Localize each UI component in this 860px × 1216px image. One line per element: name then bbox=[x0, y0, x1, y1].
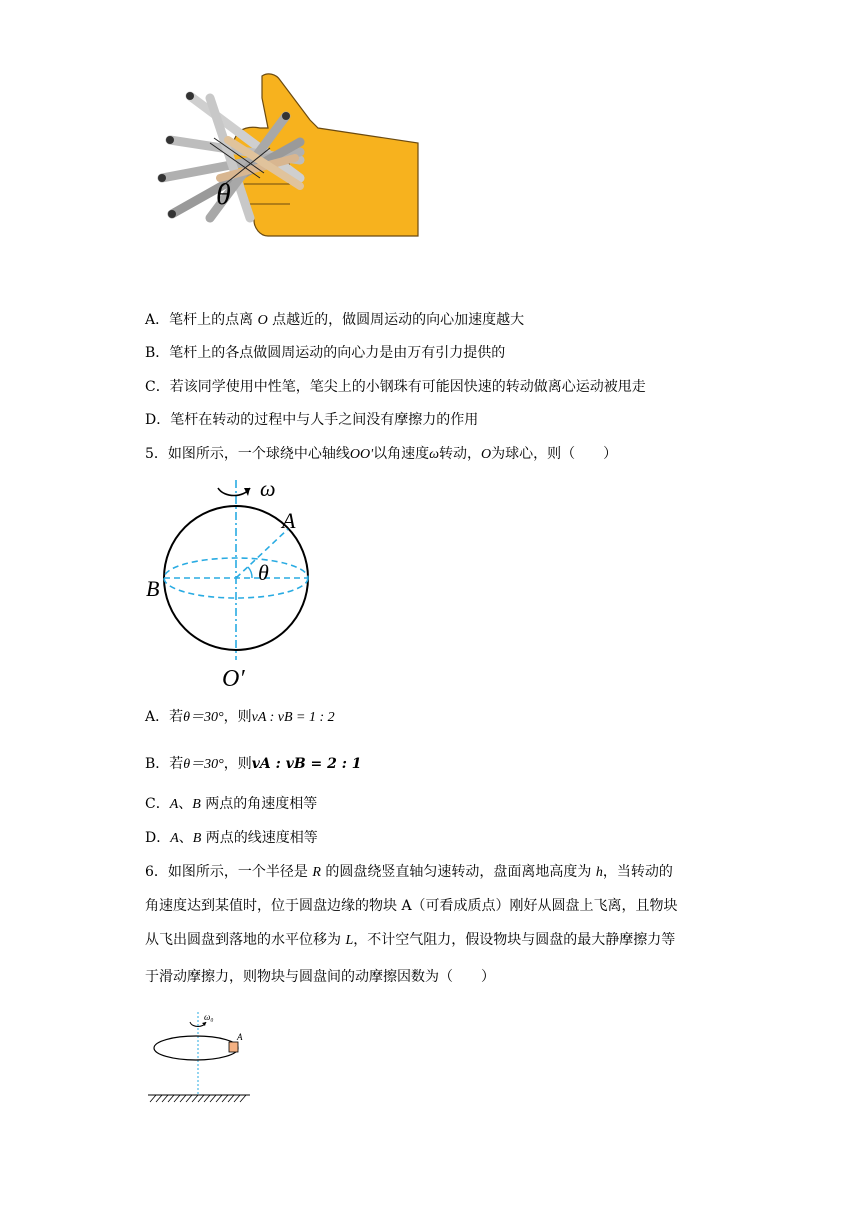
omega0-label: ω₀ bbox=[204, 1012, 214, 1022]
sphere-figure bbox=[140, 474, 320, 694]
q4-option-d: D．笔杆在转动的过程中与人手之间没有摩擦力的作用 bbox=[145, 412, 479, 428]
point-a-label: A bbox=[282, 508, 296, 533]
q5-stem: 5．如图所示，一个球绕中心轴线OO'以角速度ω转动，O为球心，则（ ） bbox=[145, 446, 618, 462]
o-prime-label: O′ bbox=[222, 666, 245, 692]
point-b-label: B bbox=[146, 576, 160, 601]
pen-spinning-figure bbox=[150, 68, 420, 246]
q6-stem-line1: 6．如图所示，一个半径是 R 的圆盘绕竖直轴匀速转动，盘面离地高度为 h，当转动的 bbox=[145, 864, 673, 880]
q4-option-c: C．若该同学使用中性笔，笔尖上的小钢珠有可能因快速的转动做离心运动被甩走 bbox=[145, 379, 646, 395]
block-a bbox=[229, 1042, 238, 1052]
q4-option-b: B．笔杆上的各点做圆周运动的向心力是由万有引力提供的 bbox=[145, 345, 506, 361]
q5-option-a: A．若θ＝30°，则vA : vB = 1 : 2 bbox=[145, 709, 335, 725]
theta-label: θ bbox=[258, 560, 269, 585]
disc-ellipse bbox=[154, 1036, 238, 1060]
theta-label: θ bbox=[216, 178, 231, 211]
q6-stem-line3: 从飞出圆盘到落地的水平位移为 L，不计空气阻力，假设物块与圆盘的最大静摩擦力等 bbox=[145, 932, 676, 948]
omega-label: ω bbox=[260, 476, 276, 501]
q5-option-b: B．若θ＝30°，则vA : vB = 2 : 1 bbox=[145, 756, 362, 772]
block-a-label: A bbox=[237, 1032, 243, 1042]
q5-option-c: C．A、B 两点的角速度相等 bbox=[145, 796, 318, 812]
q6-stem-line2: 角速度达到某值时，位于圆盘边缘的物块 A（可看成质点）刚好从圆盘上飞离，且物块 bbox=[145, 898, 678, 914]
disc-figure bbox=[144, 1006, 256, 1110]
q5-option-d: D．A、B 两点的线速度相等 bbox=[145, 830, 318, 846]
q6-stem-line4: 于滑动摩擦力，则物块与圆盘间的动摩擦因数为（ ） bbox=[145, 969, 495, 985]
q4-option-a: A．笔杆上的点离 O 点越近的，做圆周运动的向心加速度越大 bbox=[145, 312, 525, 328]
